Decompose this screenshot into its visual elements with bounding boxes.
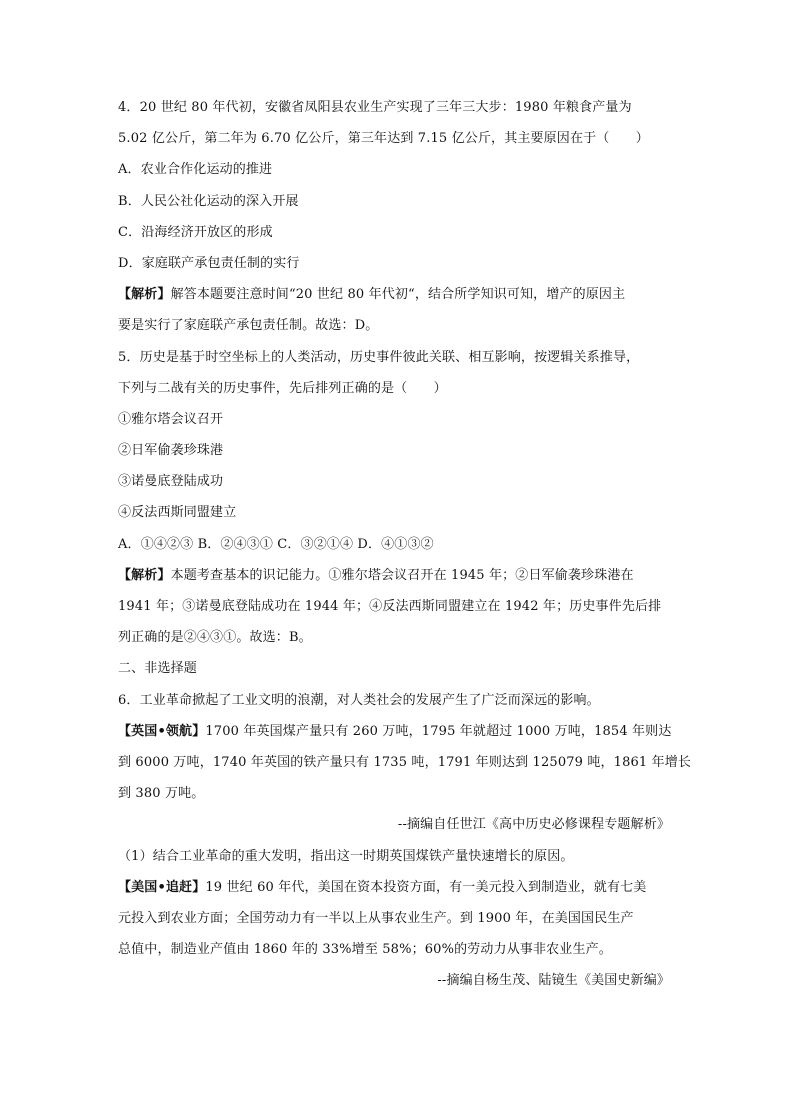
q5-event-4: ④反法西斯同盟建立 bbox=[118, 505, 237, 521]
q4-stem-line-1: 4．20 世纪 80 年代初，安徽省凤阳县农业生产实现了三年三大步：1980 年粮食产量为 bbox=[118, 100, 632, 115]
q6-uk-label: 【英国•领航】 bbox=[118, 723, 206, 739]
q5-analysis-label: 【解析】 bbox=[118, 567, 171, 583]
q4-option-d: D．家庭联产承包责任制的实行 bbox=[118, 255, 300, 271]
q6-uk-source: --摘编自任世江《高中历史必修课程专题解析》 bbox=[397, 817, 670, 833]
q6-us-line-2: 元投入到农业方面；全国劳动力有一半以上从事农业生产。到 1900 年，在美国国民生产 bbox=[118, 910, 634, 926]
q6-sub-question-1: （1）结合工业革命的重大发明，指出这一时期英国煤铁产量快速增长的原因。 bbox=[118, 848, 574, 864]
q5-analysis-line-2: 1941 年；③诺曼底登陆成功在 1944 年；④反法西斯同盟建立在 1942 年；历史事件先后排 bbox=[118, 599, 662, 614]
section-title: 二、非选择题 bbox=[118, 661, 197, 677]
q4-analysis-line-1 bbox=[118, 285, 670, 305]
q6-us-text-1: 19 世纪 60 年代，美国在资本投资方面，有一美元投入到制造业，就有七美 bbox=[205, 879, 647, 895]
q4-option-b: B．人民公社化运动的深入开展 bbox=[118, 193, 299, 209]
q5-event-3: ③诺曼底登陆成功 bbox=[118, 474, 224, 490]
q6-uk-text-1: 1700 年英国煤产量只有 260 万吨，1795 年就超过 1000 万吨，1854 年则达 bbox=[205, 723, 672, 739]
q6-us-line-3: 总值中，制造业产值由 1860 年的 33%增至 58%；60%的劳动力从事非农业生产。 bbox=[118, 942, 612, 958]
q4-option-c: C．沿海经济开放区的形成 bbox=[118, 224, 273, 240]
q6-us-line-1 bbox=[118, 878, 670, 898]
q5-analysis-line-1 bbox=[118, 566, 670, 586]
document-page bbox=[118, 98, 692, 1002]
q5-analysis-line-3: 列正确的是②④③①。故选：B。 bbox=[118, 630, 312, 646]
q6-uk-line-3: 到 380 万吨。 bbox=[118, 786, 205, 802]
q6-uk-line-1 bbox=[118, 722, 670, 742]
q4-analysis-line-2: 要是实行了家庭联产承包责任制。故选：D。 bbox=[118, 318, 379, 334]
q4-stem-line-2: 5.02 亿公斤，第二年为 6.70 亿公斤，第三年达到 7.15 亿公斤，其主要原因在于（ ） bbox=[118, 131, 649, 147]
q4-option-a: A．农业合作化运动的推进 bbox=[118, 162, 273, 178]
q5-options: A．①④②③ B．②④③① C．③②①④ D．④①③② bbox=[118, 536, 434, 552]
q6-us-label: 【美国•追赶】 bbox=[118, 879, 206, 895]
q5-stem-line-2: 下列与二战有关的历史事件，先后排列正确的是（ ） bbox=[118, 380, 447, 396]
q5-stem-line-1: 5．历史是基于时空坐标上的人类活动，历史事件彼此关联、相互影响，按逻辑关系推导， bbox=[118, 349, 640, 365]
q5-event-2: ②日军偷袭珍珠港 bbox=[118, 443, 224, 459]
q4-analysis-label: 【解析】 bbox=[118, 287, 171, 303]
q6-us-source: --摘编自杨生茂、陆镜生《美国史新编》 bbox=[437, 973, 670, 989]
q5-event-1: ①雅尔塔会议召开 bbox=[118, 411, 224, 427]
q5-analysis-text-1: 本题考查基本的识记能力。①雅尔塔会议召开在 1945 年；②日军偷袭珍珠港在 bbox=[170, 567, 634, 583]
q6-uk-line-2: 到 6000 万吨，1740 年英国的铁产量只有 1735 吨，1791 年则达到 125079 吨，1861 年增长 bbox=[118, 754, 692, 770]
q6-stem: 6．工业革命掀起了工业文明的浪潮，对人类社会的发展产生了广泛而深远的影响。 bbox=[118, 692, 600, 708]
q4-analysis-text-1: 解答本题要注意时间“20 世纪 80 年代初“，结合所学知识可知，增产的原因主 bbox=[170, 287, 626, 303]
